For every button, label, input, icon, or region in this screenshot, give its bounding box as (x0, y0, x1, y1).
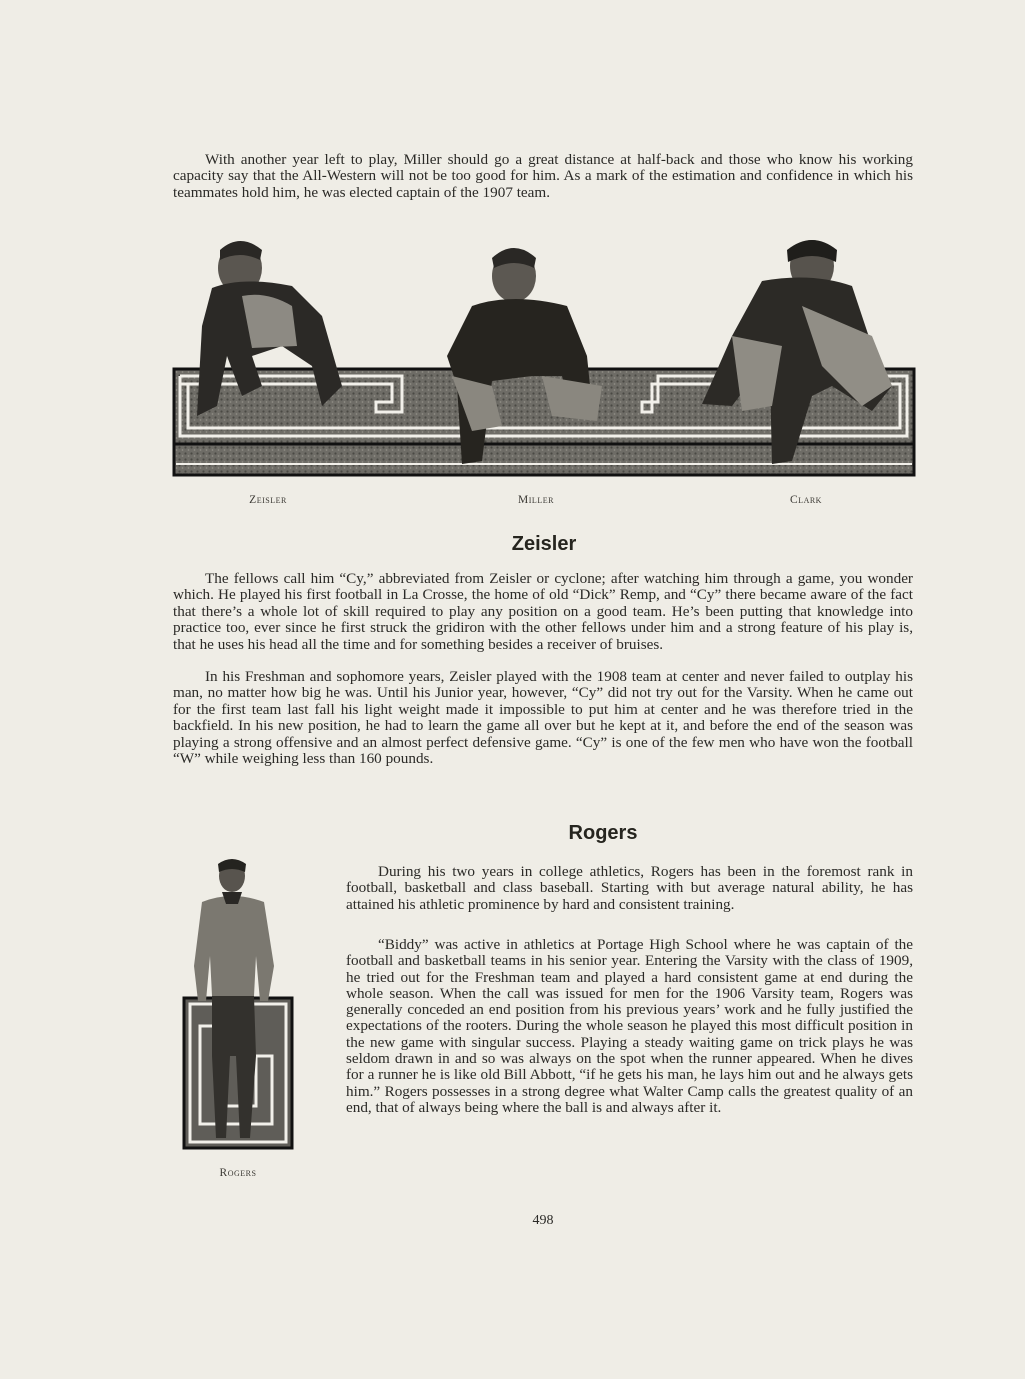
group-photo (172, 236, 917, 478)
caption-miller: Miller (518, 494, 554, 506)
caption-zeisler: Zeisler (249, 494, 287, 506)
rogers-photo (182, 856, 294, 1152)
zeisler-paragraph-2: In his Freshman and sophomore years, Zeisler played with the 1908 team at center and never failed to outplay his man, no matter how big he was. Until his Junior year, however, “Cy” did not try out for the Varsity. When he came out for the first team last fall his light weight made it impossible to put him at center and he was therefore tried in the backfield. In his new position, he had to learn the game all over but he kept at it, and before the end of the season was playing a strong offensive and an almost perfect defensive game. “Cy” is one of the few men who have won the football “W” while weighing less than 160 pounds. (173, 668, 913, 768)
caption-clark: Clark (790, 494, 822, 506)
zeisler-paragraph-1: The fellows call him “Cy,” abbreviated from Zeisler or cyclone; after watching him through a game, you wonder which. He played his first football in La Crosse, the home of old “Dick” Remp, and “Cy” there became aware of the fact that there’s a whole lot of skill required to play any position on a good team. He’s been putting that knowledge into practice too, ever since he first struck the gridiron with the other fellows under him and a strong feature of his play is, that he uses his head all the time and for something besides a receiver of bruises. (173, 570, 913, 653)
rogers-heading: Rogers (568, 822, 638, 844)
rogers-paragraph-2: “Biddy” was active in athletics at Portage High School where he was captain of the football and basketball teams in his senior year. Entering the Varsity with the class of 1909, he tried out for the Freshman team and played a hard consistent game at end during the whole season. When the call was issued for men for the 1906 Varsity team, Rogers was generally conceded an end position from his previous years’ work and he fully justified the expectations of the rooters. During the whole season he played this most difficult position in the new game with singular success. Playing a steady waiting game on trick plays he was seldom drawn in and so was always on the spot when the runner appeared. When he dives for a runner he is like old Bill Abbott, “if he gets his man, he lays him out and he always gets him.” Rogers possesses in a strong degree what Walter Camp calls the greatest quality of an end, that of always being where the ball is and always after it. (346, 936, 913, 1116)
zeisler-heading: Zeisler (511, 533, 577, 555)
caption-rogers: Rogers (219, 1167, 257, 1179)
page-number: 498 (532, 1213, 554, 1228)
intro-paragraph: With another year left to play, Miller should go a great distance at half-back and those who know his working capacity say that the All-Western will not be too good for him. As a mark of the estimation and confidence in which his teammates hold him, he was elected captain of the 1907 team. (173, 151, 913, 201)
rogers-paragraph-1: During his two years in college athletics, Rogers has been in the foremost rank in football, basketball and class baseball. Starting with but average natural ability, he has attained his athletic prominence by hard and consistent training. (346, 863, 913, 913)
